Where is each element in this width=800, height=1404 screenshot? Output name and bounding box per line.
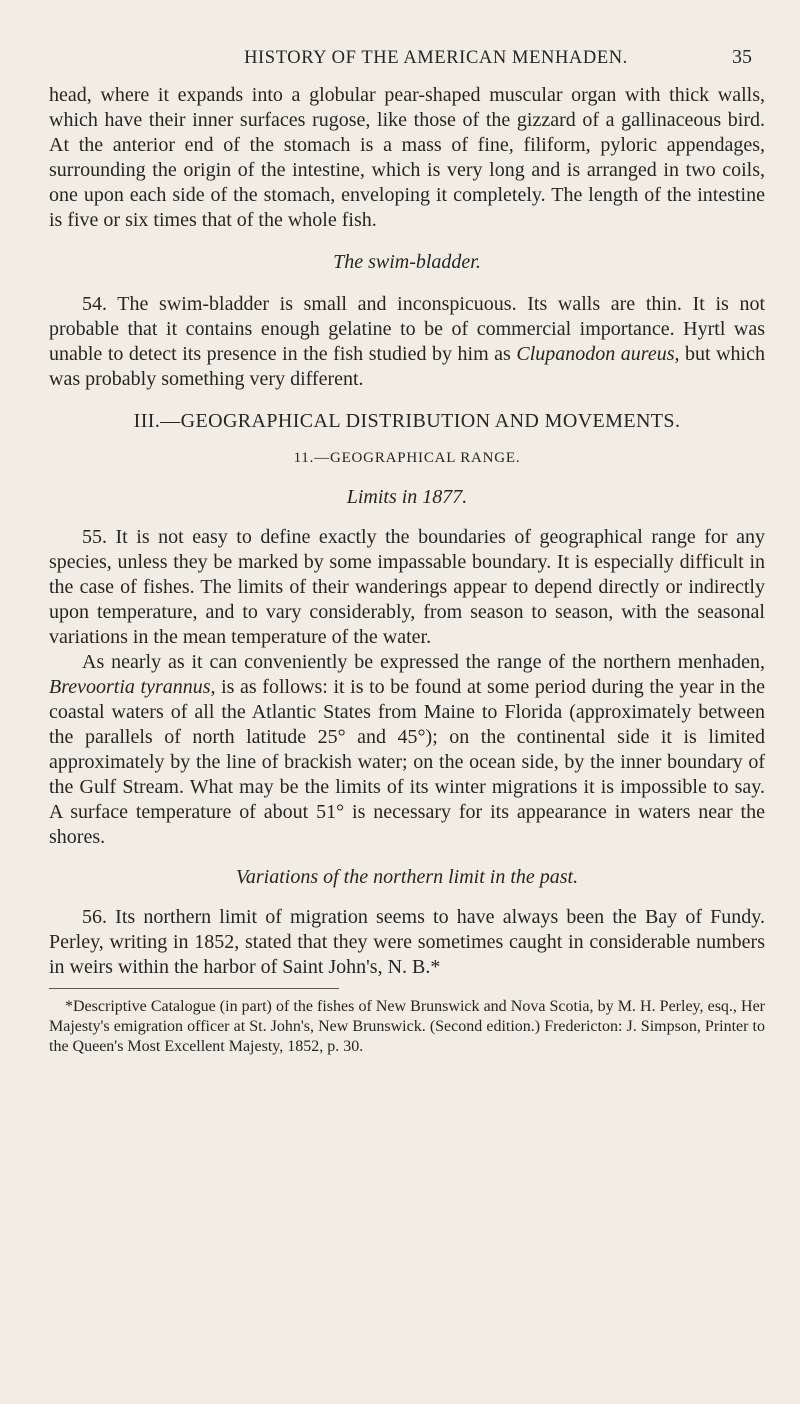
paragraph-54: [49, 292, 765, 392]
paragraph-54-text-b: , but which was probably something very different.: [49, 343, 765, 390]
paragraph-56: 56. Its northern limit of migration seems to have always been the Bay of Fundy. Perley, writing in 1852, stated that they were sometimes caught in considerable numbers in weirs within the harbor of Saint John's, N. B.*: [49, 906, 765, 978]
paragraph-intro: head, where it expands into a globular pear-shaped muscular organ with thick walls, which have their inner surfaces rugose, like those of the gizzard of a gallinaceous bird. At the anterior end of the stomach is a mass of fine, filiform, pyloric appendages, surrounding the origin of the intestine, which is very long and is arranged in two coils, one upon each side of the stomach, enveloping it completely. The length of the intestine is five or six times that of the whole fish.: [49, 84, 765, 231]
footnote: *Descriptive Catalogue (in part) of the fishes of New Brunswick and Nova Scotia, by M. H. Perley, esq., Her Majesty's emigration officer at St. John's, New Brunswick. (Second edition.) Fredericton: J. Simpson, Printer to the Queen's Most Excellent Majesty, 1852, p. 30.: [49, 998, 765, 1055]
species-name-clupanodon: Clupanodon aureus: [516, 343, 675, 365]
running-head: HISTORY OF THE AMERICAN MENHADEN.: [244, 48, 628, 68]
subheading-variations: Variations of the northern limit in the past.: [235, 866, 579, 888]
paragraph-55b-text-b: , is as follows: it is to be found at some period during the year in the coastal waters of all the Atlantic States from Maine to Florida (approximately between the parallels of north latitude 25° and 45°); on the continental side it is limited approximately by the line of brackish water; on the ocean side, by the inner boundary of the Gulf Stream. What may be the limits of its winter migrations it is impossible to say. A surface temperature of about 51° is necessary for its appearance in waters near the shores.: [49, 676, 765, 848]
paragraph-54-text-a: 54. The swim-bladder is small and inconspicuous. Its walls are thin. It is not probable that it contains enough gelatine to be of commercial importance. Hyrtl was unable to detect its presence in the fish studied by him as: [49, 293, 765, 365]
footnote-divider: [49, 988, 339, 989]
section-heading-iii: III.—GEOGRAPHICAL DISTRIBUTION AND MOVEMENTS.: [133, 410, 681, 432]
section-heading-11: 11.—GEOGRAPHICAL RANGE.: [293, 450, 521, 466]
subheading-swim-bladder: The swim-bladder.: [333, 251, 481, 273]
paragraph-55-continued: [49, 650, 765, 850]
page-number: 35: [732, 46, 752, 68]
paragraph-55: 55. It is not easy to define exactly the boundaries of geographical range for any species, unless they be marked by some impassable boundary. It is especially difficult in the case of fishes. The limits of their wanderings appear to depend directly or indirectly upon temperature, and to vary considerably, from season to season, with the seasonal variations in the mean temperature of the water.: [49, 526, 765, 648]
body-text: [49, 83, 765, 1057]
subheading-limits-1877: Limits in 1877.: [346, 486, 468, 508]
species-name-brevoortia: Brevoortia tyrannus: [49, 676, 211, 698]
paragraph-55b-text-a: As nearly as it can conveniently be expressed the range of the northern menhaden,: [82, 651, 765, 673]
